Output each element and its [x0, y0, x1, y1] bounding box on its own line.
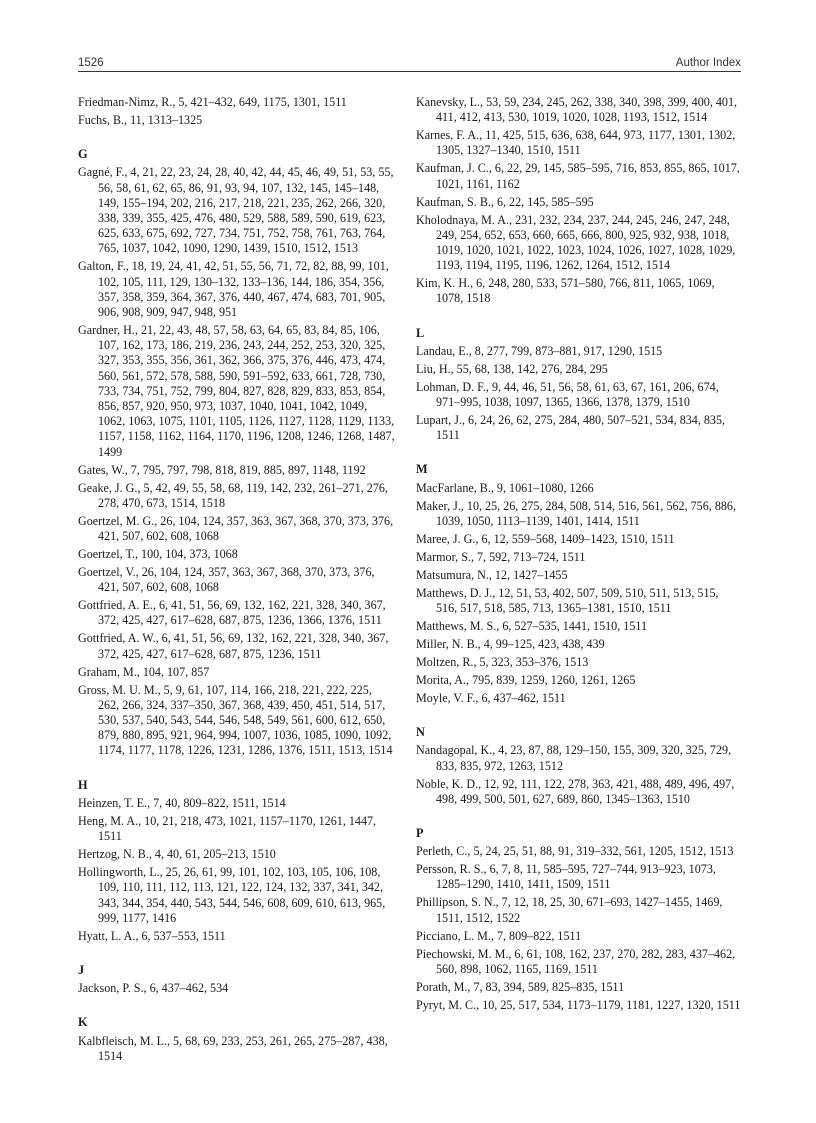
author-index-entry: Hyatt, L. A., 6, 537–553, 1511 — [78, 928, 226, 943]
author-index-entry: Karnes, F. A., 11, 425, 515, 636, 638, 644, 973, 1177, 1301, 1302, 1305, 1327–1340, 1510, 1511 — [416, 128, 736, 158]
author-index-entry: Liu, H., 55, 68, 138, 142, 276, 284, 295 — [416, 361, 608, 376]
author-index-entry: Marmor, S., 7, 592, 713–724, 1511 — [416, 549, 586, 564]
author-index-entry: Geake, J. G., 5, 42, 49, 55, 58, 68, 119, 142, 232, 261–271, 276, 278, 470, 673, 1514, 1518 — [78, 480, 388, 510]
author-index-entry: Gottfried, A. W., 6, 41, 51, 56, 69, 132, 162, 221, 328, 340, 367, 372, 425, 427, 617–628, 687, 875, 1236, 1511 — [78, 631, 389, 661]
index-column-right — [416, 95, 742, 1016]
author-index-entry: Galton, F., 18, 19, 24, 41, 42, 51, 55, 56, 71, 72, 82, 88, 99, 101, 102, 105, 111, 129, 130–132, 133–136, 144, 186, 354, 356, 357, 358, 359, 364, 367, 376, 440, 467, 474, 683, 701, 905, 906, 908, 909, 947, 948, 951 — [78, 259, 389, 320]
author-index-entry: Matthews, D. J., 12, 51, 53, 402, 507, 509, 510, 511, 513, 515, 516, 517, 518, 585, 713, 1365–1381, 1510, 1511 — [416, 585, 719, 616]
index-letter-group — [416, 462, 742, 706]
author-index-entry: Lupart, J., 6, 24, 26, 62, 275, 284, 480, 507–521, 534, 834, 835, 1511 — [416, 413, 726, 443]
author-index-entry: Porath, M., 7, 83, 394, 589, 825–835, 1511 — [416, 979, 625, 994]
index-letter-group — [78, 1015, 396, 1064]
author-index-entry: Fuchs, B., 11, 1313–1325 — [78, 113, 203, 127]
author-index-entry: Heng, M. A., 10, 21, 218, 473, 1021, 1157–1170, 1261, 1447, 1511 — [78, 813, 377, 844]
author-index-entry: Moltzen, R., 5, 323, 353–376, 1513 — [416, 655, 589, 670]
author-index-entry: Kaufman, J. C., 6, 22, 29, 145, 585–595, 716, 853, 855, 865, 1017, 1021, 1161, 1162 — [416, 161, 740, 191]
section-letter-heading: P — [416, 826, 424, 841]
index-letter-group — [78, 147, 396, 758]
author-index-entry: Jackson, P. S., 6, 437–462, 534 — [78, 981, 229, 996]
author-index-entry: Kalbfleisch, M. L., 5, 68, 69, 233, 253, 261, 265, 275–287, 438, 1514 — [78, 1033, 388, 1063]
author-index-entry: Gross, M. U. M., 5, 9, 61, 107, 114, 166, 218, 221, 222, 225, 262, 266, 324, 337–350, 367, 368, 439, 450, 451, 514, 517, 530, 537, 540, 543, 544, 546, 548, 549, 561, 600, 612, 650, 879, 880, 895, 921, 964, 994, 1007, 1036, 1085, 1090, 1092, 1174, 1177, 1178, 1226, 1231, 1286, 1376, 1511, 1513, 1514 — [78, 682, 393, 758]
author-index-entry: Goertzel, V., 26, 104, 124, 357, 363, 367, 368, 370, 373, 376, 421, 507, 602, 608, 1068 — [78, 565, 375, 595]
author-index-entry: Matthews, M. S., 6, 527–535, 1441, 1510, 1511 — [416, 619, 648, 634]
index-letter-group — [78, 963, 396, 996]
author-index-entry: Graham, M., 104, 107, 857 — [78, 664, 210, 679]
page-number: 1526 — [78, 57, 104, 69]
author-index-entry: MacFarlane, B., 9, 1061–1080, 1266 — [416, 480, 594, 495]
author-index-entry: Gagné, F., 4, 21, 22, 23, 24, 28, 40, 42, 44, 45, 46, 49, 51, 53, 55, 56, 58, 61, 62, 65, 86, 91, 93, 94, 107, 132, 145, 145–148, 149, 155–194, 202, 216, 217, 218, 221, 235, 262, 266, 320, 338, 339, 355, 425, 476, 480, 529, 588, 589, 590, 619, 623, 625, 633, 675, 692, 727, 734, 751, 752, 758, 761, 763, 764, 765, 1037, 1042, 1090, 1290, 1439, 1510, 1512, 1513 — [78, 165, 394, 256]
header-rule — [78, 71, 741, 72]
author-index-entry: Maree, J. G., 6, 12, 559–568, 1409–1423, 1510, 1511 — [416, 531, 675, 546]
author-index-entry: Gardner, H., 21, 22, 43, 48, 57, 58, 63, 64, 65, 83, 84, 85, 106, 107, 162, 173, 186, 219, 236, 243, 244, 252, 253, 320, 325, 327, 353, 355, 356, 361, 362, 366, 375, 376, 446, 473, 474, 560, 561, 572, 578, 588, 590, 591–592, 633, 661, 728, 730, 733, 734, 751, 752, 799, 804, 827, 828, 829, 833, 853, 854, 856, 857, 920, 950, 973, 1037, 1040, 1041, 1042, 1049, 1062, 1063, 1075, 1101, 1105, 1126, 1127, 1128, 1129, 1133, 1157, 1158, 1162, 1164, 1170, 1196, 1208, 1246, 1268, 1487, 1499 — [78, 323, 395, 459]
author-index-entry: Picciano, L. M., 7, 809–822, 1511 — [416, 928, 582, 943]
author-index-entry: Piechowski, M. M., 6, 61, 108, 162, 237, 270, 282, 283, 437–462, 560, 898, 1062, 1165, 1169, 1511 — [416, 946, 736, 976]
author-index-entry: Moyle, V. F., 6, 437–462, 1511 — [416, 691, 566, 706]
author-index-entry: Matsumura, N., 12, 1427–1455 — [416, 567, 568, 582]
author-index-entry: Kim, K. H., 6, 248, 280, 533, 571–580, 766, 811, 1065, 1069, 1078, 1518 — [416, 276, 715, 306]
author-index-entry: Kaufman, S. B., 6, 22, 145, 585–595 — [416, 194, 594, 209]
index-letter-group — [416, 326, 742, 444]
author-index-entry: Phillipson, S. N., 7, 12, 18, 25, 30, 671–693, 1427–1455, 1469, 1511, 1512, 1522 — [416, 895, 723, 925]
index-letter-group — [416, 95, 742, 307]
running-title: Author Index — [675, 57, 741, 69]
author-index-entry: Heinzen, T. E., 7, 40, 809–822, 1511, 1514 — [78, 795, 286, 810]
author-index-entry: Pyryt, M. C., 10, 25, 517, 534, 1173–1179, 1181, 1227, 1320, 1511 — [416, 997, 741, 1012]
author-index-entry: Morita, A., 795, 839, 1259, 1260, 1261, 1265 — [416, 673, 636, 688]
author-index-entry: Maker, J., 10, 25, 26, 275, 284, 508, 514, 516, 561, 562, 756, 886, 1039, 1050, 1113–1139, 1401, 1414, 1511 — [416, 498, 736, 528]
section-letter-heading: N — [416, 725, 425, 740]
index-letter-group — [78, 778, 396, 944]
author-index-entry: Nandagopal, K., 4, 23, 87, 88, 129–150, 155, 309, 320, 325, 729, 833, 835, 972, 1263, 1512 — [416, 743, 732, 773]
section-letter-heading: K — [78, 1015, 88, 1030]
author-index-entry: Gottfried, A. E., 6, 41, 51, 56, 69, 132, 162, 221, 328, 340, 367, 372, 425, 427, 617–628, 687, 875, 1236, 1366, 1376, 1511 — [78, 598, 386, 628]
author-index-entry: Gates, W., 7, 795, 797, 798, 818, 819, 885, 897, 1148, 1192 — [78, 462, 366, 477]
author-index-entry: Friedman-Nimz, R., 5, 421–432, 649, 1175, 1301, 1511 — [78, 95, 347, 109]
author-index-entry: Miller, N. B., 4, 99–125, 423, 438, 439 — [416, 637, 605, 652]
section-letter-heading: M — [416, 462, 428, 477]
section-letter-heading: G — [78, 147, 88, 162]
author-index-entry: Kanevsky, L., 53, 59, 234, 245, 262, 338, 340, 398, 399, 400, 401, 411, 412, 413, 530, 1019, 1020, 1028, 1193, 1512, 1514 — [416, 95, 738, 125]
index-letter-group — [416, 826, 742, 1013]
section-letter-heading: J — [78, 962, 85, 977]
author-index-entry: Hollingworth, L., 25, 26, 61, 99, 101, 102, 103, 105, 106, 108, 109, 110, 111, 112, 113, 121, 122, 124, 132, 337, 341, 342, 343, 344, 354, 440, 543, 544, 546, 608, 609, 610, 613, 965, 999, 1177, 1416 — [78, 865, 386, 925]
author-index-entry: Perleth, C., 5, 24, 25, 51, 88, 91, 319–332, 561, 1205, 1512, 1513 — [416, 844, 734, 859]
section-letter-heading: L — [416, 325, 425, 340]
index-letter-group — [78, 95, 396, 128]
author-index-entry: Goertzel, T., 100, 104, 373, 1068 — [78, 547, 238, 562]
author-index-entry: Lohman, D. F., 9, 44, 46, 51, 56, 58, 61, 63, 67, 161, 206, 674, 971–995, 1038, 1097, 1365, 1366, 1378, 1379, 1510 — [416, 379, 719, 410]
author-index-entry: Kholodnaya, M. A., 231, 232, 234, 237, 244, 245, 246, 247, 248, 249, 254, 652, 653, 660, 665, 666, 800, 925, 932, 938, 1018, 1019, 1020, 1021, 1022, 1023, 1024, 1026, 1027, 1028, 1029, 1193, 1194, 1195, 1196, 1262, 1264, 1512, 1514 — [416, 212, 736, 273]
index-column-left — [78, 95, 396, 1067]
author-index-entry: Noble, K. D., 12, 92, 111, 122, 278, 363, 421, 488, 489, 496, 497, 498, 499, 500, 501, 627, 689, 860, 1345–1363, 1510 — [416, 776, 735, 806]
author-index-entry: Goertzel, M. G., 26, 104, 124, 357, 363, 367, 368, 370, 373, 376, 421, 507, 602, 608, 1068 — [78, 513, 394, 544]
index-letter-group — [416, 725, 742, 807]
author-index-entry: Hertzog, N. B., 4, 40, 61, 205–213, 1510 — [78, 847, 276, 862]
section-letter-heading: H — [78, 777, 88, 792]
author-index-entry: Persson, R. S., 6, 7, 8, 11, 585–595, 727–744, 913–923, 1073, 1285–1290, 1410, 1411, 1509, 1511 — [416, 862, 716, 892]
author-index-entry: Landau, E., 8, 277, 799, 873–881, 917, 1290, 1515 — [416, 343, 663, 358]
